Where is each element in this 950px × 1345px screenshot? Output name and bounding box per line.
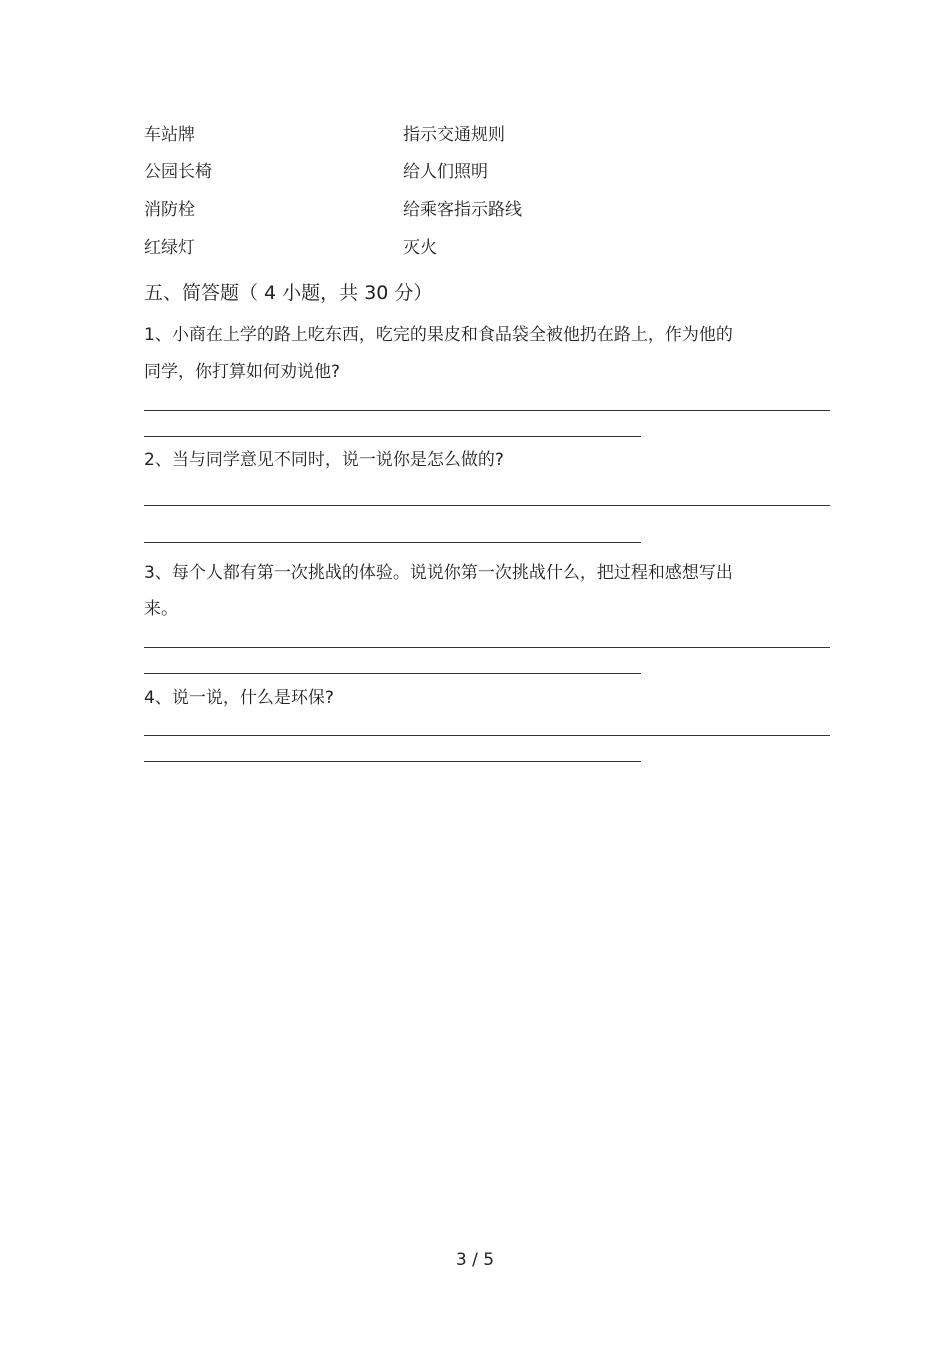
page-number: 3 / 5	[455, 1250, 495, 1270]
matching-item-right: 给人们照明	[403, 162, 488, 182]
matching-item-left: 红绿灯	[144, 238, 195, 258]
question-3-text: 3、每个人都有第一次挑战的体验。说说你第一次挑战什么，把过程和感想写出	[144, 563, 733, 583]
answer-line[interactable]	[144, 542, 641, 543]
question-1-text: 1、小商在上学的路上吃东西，吃完的果皮和食品袋全被他扔在路上，作为他的	[144, 325, 733, 345]
answer-line[interactable]	[144, 410, 830, 411]
matching-row	[144, 123, 764, 147]
question-1-text-continued: 同学，你打算如何劝说他?	[144, 362, 341, 382]
matching-item-left: 车站牌	[144, 125, 195, 145]
section-title: 五、简答题（ 4 小题，共 30 分）	[144, 282, 433, 304]
matching-row	[144, 160, 764, 184]
matching-item-left: 公园长椅	[144, 162, 212, 182]
answer-line[interactable]	[144, 673, 641, 674]
answer-line[interactable]	[144, 436, 641, 437]
answer-line[interactable]	[144, 647, 830, 648]
question-2-text: 2、当与同学意见不同时，说一说你是怎么做的?	[144, 450, 504, 470]
answer-line[interactable]	[144, 761, 641, 762]
matching-row	[144, 198, 764, 222]
matching-item-left: 消防栓	[144, 200, 195, 220]
question-3-text-continued: 来。	[144, 599, 178, 619]
matching-item-right: 灭火	[403, 238, 437, 258]
answer-line[interactable]	[144, 735, 830, 736]
question-4-text: 4、说一说，什么是环保?	[144, 688, 334, 708]
matching-item-right: 给乘客指示路线	[403, 200, 522, 220]
matching-item-right: 指示交通规则	[403, 125, 505, 145]
matching-row	[144, 236, 764, 260]
answer-line[interactable]	[144, 505, 830, 506]
